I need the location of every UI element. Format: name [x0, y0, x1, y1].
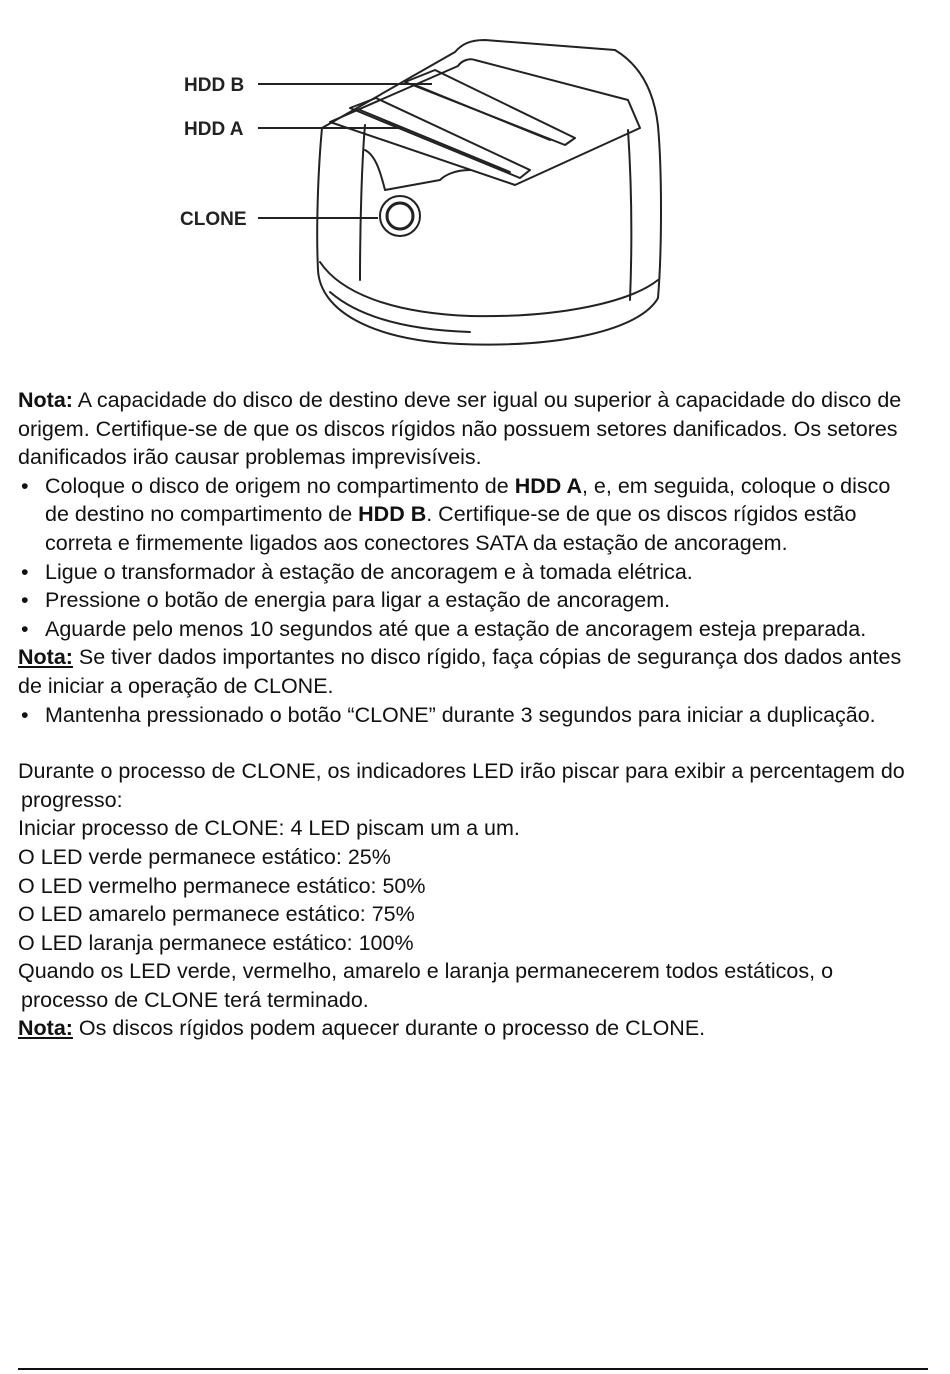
step-insert-disks: • Coloque o disco de origem no compartimento de HDD A, e, em seguida, coloque o disco de destino no compartimento de HDD B. Certifique-se de que os discos rígidos estão correta e firmemente ligados aos conectores SATA da estação de ancoragem. — [21, 473, 891, 555]
bullet-icon: • — [21, 588, 29, 613]
progress-done: Quando os LED verde, vermelho, amarelo e laranja permanecerem todos estáticos, o processo de CLONE terá terminado. — [18, 959, 834, 1012]
bullet-icon: • — [21, 616, 29, 641]
progress-red: O LED vermelho permanece estático: 50% — [18, 873, 426, 898]
docking-station-diagram — [170, 30, 670, 360]
step-connect-power: • Ligue o transformador à estação de ancoragem e à tomada elétrica. — [18, 558, 918, 587]
bullet-icon: • — [21, 702, 29, 727]
progress-intro: Durante o processo de CLONE, os indicadores LED irão piscar para exibir a percentagem do progresso: — [18, 759, 905, 812]
step-power-on: • Pressione o botão de energia para ligar a estação de ancoragem. — [18, 586, 918, 615]
step-wait: • Aguarde pelo menos 10 segundos até que a estação de ancoragem esteja preparada. — [18, 615, 918, 644]
note-capacity: Nota: A capacidade do disco de destino deve ser igual ou superior à capacidade do disco de origem. Certifique-se de que os discos rígidos não possuem setores danificados. Os setores danificados irão causar problemas imprevisíveis. — [18, 388, 902, 470]
progress-yellow: O LED amarelo permanece estático: 75% — [18, 902, 415, 927]
progress-green: O LED verde permanece estático: 25% — [18, 844, 391, 869]
hdd-a-label: HDD A — [184, 119, 244, 140]
bullet-icon: • — [21, 559, 29, 584]
instructions-body — [18, 386, 918, 1043]
progress-orange: O LED laranja permanece estático: 100% — [18, 930, 414, 955]
note-backup: Nota: Se tiver dados importantes no disco rígido, faça cópias de segurança dos dados antes de iniciar a operação de CLONE. — [18, 645, 902, 698]
step-press-clone: • Mantenha pressionado o botão “CLONE” durante 3 segundos para iniciar a duplicação. — [18, 701, 918, 730]
clone-label: CLONE — [180, 209, 247, 230]
footer-rule — [18, 1368, 928, 1370]
bullet-icon: • — [21, 473, 29, 498]
note-heat: Nota: Os discos rígidos podem aquecer durante o processo de CLONE. — [18, 1016, 706, 1041]
progress-start: Iniciar processo de CLONE: 4 LED piscam um a um. — [18, 816, 520, 841]
hdd-b-label: HDD B — [184, 75, 245, 96]
